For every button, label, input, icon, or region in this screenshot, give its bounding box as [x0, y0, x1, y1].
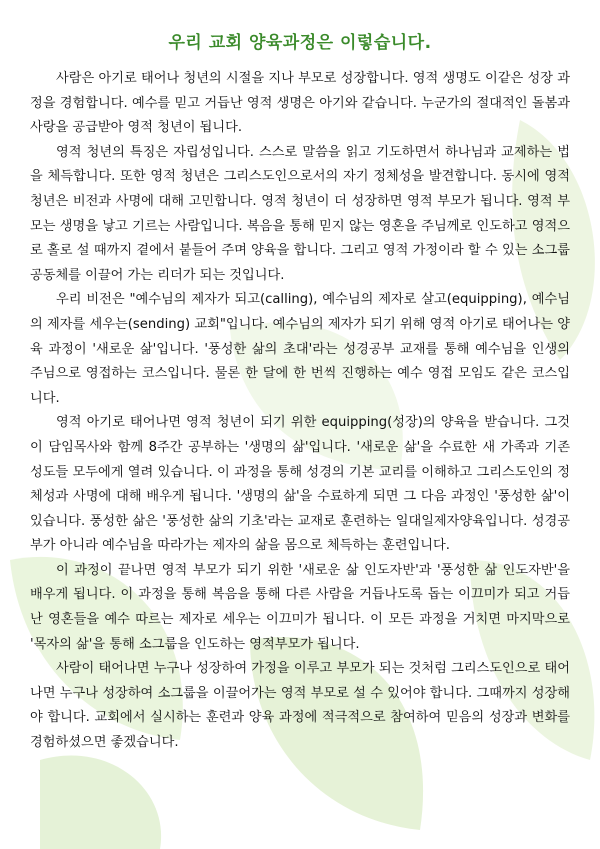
paragraph-2: 영적 청년의 특징은 자립성입니다. 스스로 말씀을 읽고 기도하면서 하나님과 교제하는 법을 체득합니다. 또한 영적 청년은 그리스도인으로서의 자기 정체성을 발견합니다. 동시에 영적 청년은 비전과 사명에 대해 고민합니다. 영적 청년이 더 성장하면 영적 부모가 됩니다. 영적 부모는 생명을 낳고 기르는 사람입니다. 복음을 통해 믿지 않는 영혼을 주님께로 인도하고 영적으로 홀로 설 때까지 곁에서 붙들어 주며 양육을 합니다. 그리고 영적 가정이라 할 수 있는 소그룹 공동체를 이끌어 가는 리더가 되는 것입니다. [30, 144, 570, 283]
paragraph-1: 사람은 아기로 태어나 청년의 시절을 지나 부모로 성장합니다. 영적 생명도 이같은 성장 과정을 경험합니다. 예수를 믿고 거듭난 영적 생명은 아기와 같습니다. 누군가의 절대적인 돌봄과 사랑을 공급받아 영적 청년이 됩니다. [30, 71, 570, 136]
paragraph-5: 이 과정이 끝나면 영적 부모가 되기 위한 '새로운 삶 인도자반'과 '풍성한 삶 인도자반'을 배우게 됩니다. 이 과정을 통해 복음을 통해 다른 사람을 거듭나도록 돕는 이끄미가 되고 거듭난 영혼들을 예수 따르는 제자로 세우는 이끄미가 됩니다. 이 모든 과정을 거치면 마지막으로 '목자의 삶'을 통해 소그룹을 인도하는 영적부모가 됩니다. [30, 562, 570, 652]
paragraph-6: 사람이 태어나면 누구나 성장하여 가정을 이루고 부모가 되는 것처럼 그리스도인으로 태어나면 누구나 성장하여 소그룹을 이끌어가는 영적 부모로 설 수 있어야 합니다. 그때까지 성장해야 합니다. 교회에서 실시하는 훈련과 양육 과정에 적극적으로 참여하여 믿음의 성장과 변화를 경험하셨으면 좋겠습니다. [30, 661, 570, 751]
page-title: 우리 교회 양육과정은 이렇습니다. [168, 33, 432, 53]
paragraph-4: 영적 아기로 태어나면 영적 청년이 되기 위한 equipping(성장)의 양육을 받습니다. 그것이 담임목사와 함께 8주간 공부하는 '생명의 삶'입니다. '새로운 삶'을 수료한 새 가족과 기존 성도들 모두에게 열려 있습니다. 이 과정을 통해 성경의 기본 교리를 이해하고 그리스도인의 정체성과 사명에 대해 배우게 됩니다. '생명의 삶'을 수료하게 되면 그 다음 과정인 '풍성한 삶'이 있습니다. 풍성한 삶은 '풍성한 삶의 기초'라는 교재로 훈련하는 일대일제자양육입니다. 성경공부가 아니라 예수님을 따라가는 제자의 삶을 몸으로 체득하는 훈련입니다. [30, 415, 570, 554]
paragraph-3: 우리 비전은 "예수님의 제자가 되고(calling), 예수님의 제자로 살고(equipping), 예수님의 제자를 세우는(sending) 교회"입니다. 예수님의 제자가 되기 위해 영적 아기로 태어나는 양육 과정이 '새로운 삶'입니다. '풍성한 삶의 초대'라는 성경공부 교재를 통해 예수님을 인생의 주님으로 영접하는 코스입니다. 물론 한 달에 한 번씩 진행하는 예수 영접 모임도 같은 코스입니다. [30, 292, 570, 406]
leaf-shape-bottom-left [40, 756, 161, 849]
